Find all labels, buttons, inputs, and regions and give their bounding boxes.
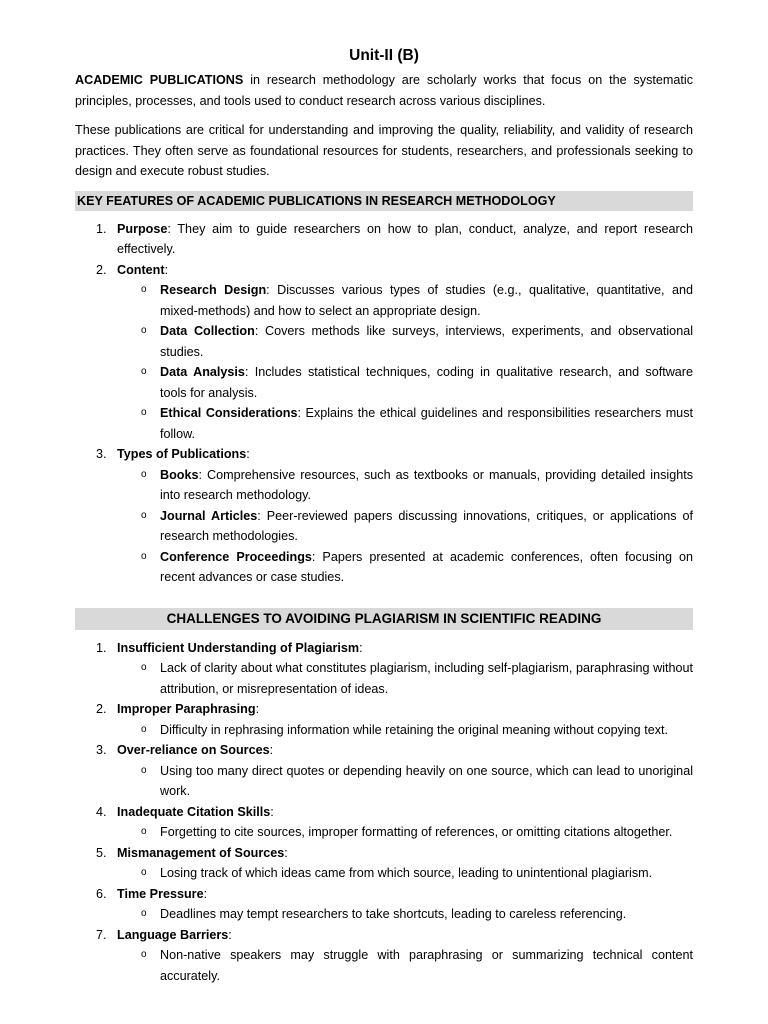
bullet-icon: o [141,723,147,735]
list-item-label: Over-reliance on Sources [117,743,270,757]
list-item-label: Purpose [117,221,168,236]
bullet-icon: o [141,908,147,919]
list-item-label: Mismanagement of Sources [117,845,285,860]
sub-list-item [117,465,693,506]
list-item [75,260,693,445]
bullet-icon: o [141,407,147,418]
sub-item-text: Forgetting to cite sources, improper formatting of references, or omitting citations altogether. [160,825,673,839]
sub-list-item [117,403,693,444]
list-item-label: Content [117,262,165,277]
list-number: 1. [96,640,107,655]
list-item-text: : [255,702,260,716]
bullet-icon: o [141,764,147,776]
sub-list-item [117,280,693,321]
sub-list-item [117,822,693,843]
list-item [75,884,693,925]
sub-item-text: : Covers methods like surveys, interviews, experiments, and observational studies. [160,324,693,359]
sub-list-item [117,362,693,403]
list-number: 2. [96,262,107,277]
sub-item-label: Data Analysis [160,365,245,379]
list-item [75,925,693,987]
sub-item-text: Lack of clarity about what constitutes plagiarism, including self-plagiarism, paraphrasing without attribution, or misrepresentation of ideas. [160,661,693,696]
intro-paragraph-2: These publications are critical for understanding and improving the quality, reliability, and validity of research practices. They often serve as foundational resources for students, researchers, and professionals seeking to design and execute robust studies. [75,123,693,178]
sub-item-text: Deadlines may tempt researchers to take shortcuts, leading to careless referencing. [160,907,627,921]
list-number: 7. [96,927,107,942]
sub-item-text: Non-native speakers may struggle with paraphrasing or summarizing technical content accurately. [160,948,693,983]
sub-item-label: Ethical Considerations [160,406,298,420]
list-item [75,638,693,700]
sub-list [117,720,693,741]
bullet-icon: o [141,325,147,336]
list-number: 3. [96,743,107,757]
list-number: 6. [96,886,107,901]
list-item [75,802,693,843]
sub-list-item [117,321,693,362]
sub-item-text: : Papers presented at academic conferences, often focusing on recent advances or case studies. [160,549,693,584]
list-item-text: : They aim to guide researchers on how to plan, conduct, analyze, and report research effectively. [117,221,693,256]
sub-list [117,945,693,986]
list-number: 3. [96,447,107,461]
plagiarism-challenges-list [75,638,693,987]
list-item-label: Time Pressure [117,886,204,901]
list-item-text: : [164,262,169,277]
bullet-icon: o [141,949,147,960]
sub-list-item [117,720,693,741]
bullet-icon: o [141,509,147,521]
key-features-list [75,219,693,588]
sub-list-item [117,904,693,925]
sub-list [117,904,693,925]
sub-item-text: : Includes statistical techniques, coding in qualitative research, and software tools for analysis. [160,365,693,400]
sub-list-item [117,863,693,884]
sub-list [117,465,693,588]
sub-list [117,280,693,444]
list-item-text: : [359,640,363,655]
list-item-label: Types of Publications [117,447,247,461]
sub-item-label: Journal Articles [160,508,258,523]
list-item [75,444,693,588]
section-heading-key-features: KEY FEATURES OF ACADEMIC PUBLICATIONS IN RESEARCH METHODOLOGY [75,191,693,211]
page-title: Unit-II (B) [349,47,419,64]
sub-item-text: Using too many direct quotes or depending heavily on one source, which can lead to unoriginal work. [160,763,693,798]
sub-list [117,761,693,802]
bullet-icon: o [141,284,147,295]
list-number: 2. [96,702,107,716]
list-number: 1. [96,221,107,236]
sub-list-item [117,945,693,986]
intro-paragraph [75,70,693,111]
sub-list [117,863,693,884]
sub-item-label: Data Collection [160,324,255,338]
sub-list [117,822,693,843]
bullet-icon: o [141,468,147,480]
intro-lead-bold: ACADEMIC PUBLICATIONS [75,73,244,87]
list-item-text: : [270,804,274,819]
list-item-text: : [284,845,288,860]
sub-item-label: Research Design [160,283,267,297]
list-item-text: : [228,927,232,942]
sub-list-item [117,506,693,547]
sub-item-text: : Explains the ethical guidelines and responsibilities researchers must follow. [160,406,693,441]
sub-item-text: : Discusses various types of studies (e.g., qualitative, quantitative, and mixed-methods) and how to select an appropriate design. [160,283,694,318]
sub-item-label: Conference Proceedings [160,549,312,564]
list-item-text: : [203,886,208,901]
list-item-text: : [269,743,274,757]
list-item-label: Language Barriers [117,927,229,942]
list-item [75,699,693,740]
bullet-icon: o [141,826,147,837]
sub-list-item [117,761,693,802]
sub-item-text: : Comprehensive resources, such as textbooks or manuals, providing detailed insights into research methodology. [160,467,693,502]
sub-item-text: Difficulty in rephrasing information while retaining the original meaning without copying text. [160,722,668,737]
list-number: 4. [96,804,107,819]
section-heading-plagiarism-challenges: CHALLENGES TO AVOIDING PLAGIARISM IN SCIENTIFIC READING [75,608,693,630]
bullet-icon: o [141,662,147,673]
sub-list-item [117,547,693,588]
list-number: 5. [96,845,107,860]
list-item-label: Improper Paraphrasing [117,702,256,716]
list-item-text: : [246,447,250,461]
sub-list [117,658,693,699]
sub-item-text: : Peer-reviewed papers discussing innovations, critiques, or applications of research methodologies. [160,508,693,543]
bullet-icon: o [141,550,147,562]
list-item [75,740,693,802]
list-item [75,843,693,884]
sub-list-item [117,658,693,699]
list-item-label: Inadequate Citation Skills [117,804,271,819]
bullet-icon: o [141,366,147,377]
list-item-label: Insufficient Understanding of Plagiarism [117,640,360,655]
intro-lead-text: in research methodology are scholarly works that focus on the systematic principles, processes, and tools used to conduct research across various disciplines. [75,73,693,108]
sub-item-label: Books [160,467,199,482]
sub-item-text: Losing track of which ideas came from which source, leading to unintentional plagiarism. [160,866,653,880]
list-item [75,219,693,260]
bullet-icon: o [141,867,147,878]
